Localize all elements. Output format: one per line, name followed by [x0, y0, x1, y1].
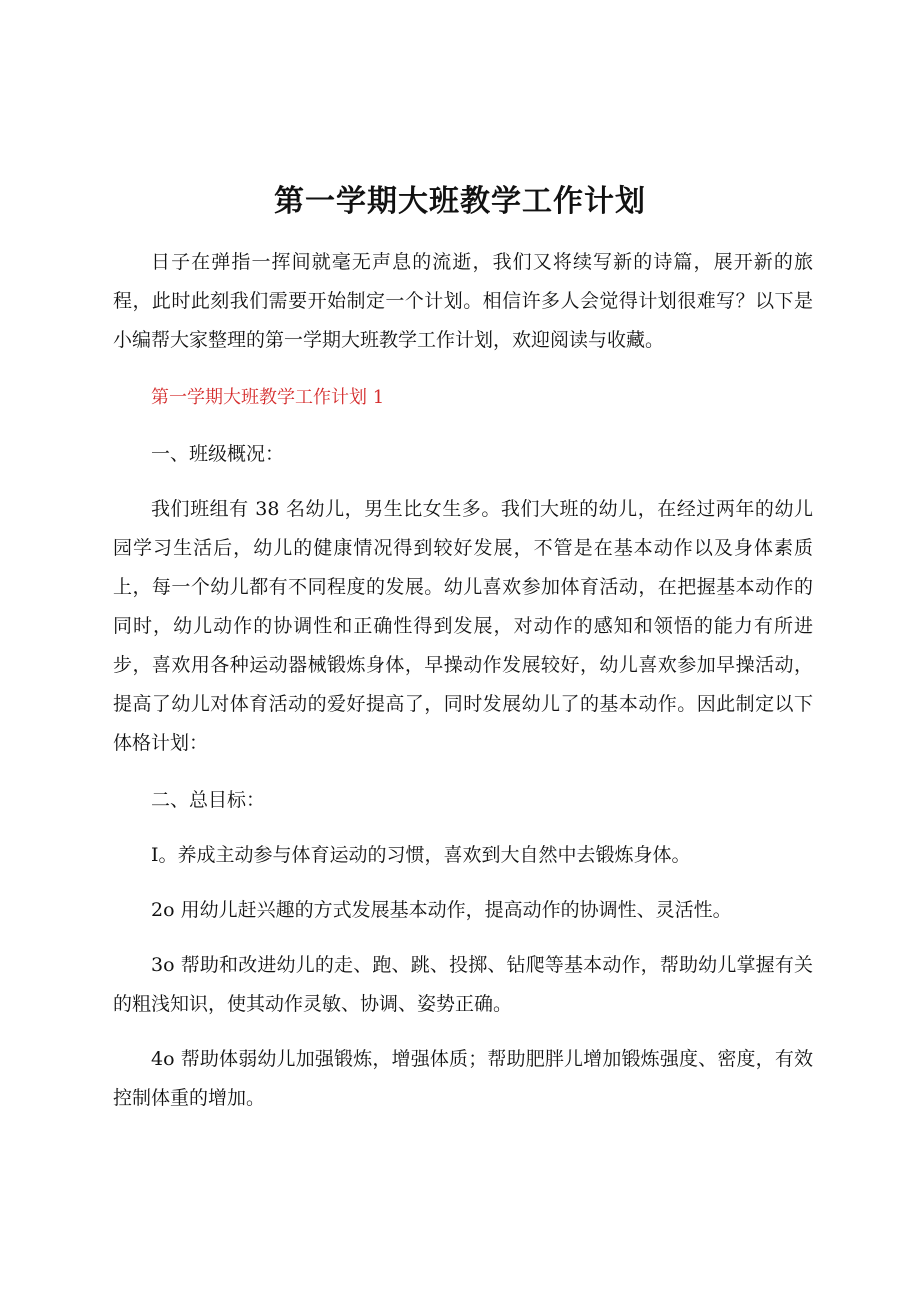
goal-item-2: 2o 用幼儿赶兴趣的方式发展基本动作，提高动作的协调性、灵活性。: [151, 899, 732, 921]
intro-paragraph: 日子在弹指一挥间就毫无声息的流逝，我们又将续写新的诗篇，展开新的旅程，此时此刻我们需要开始制定一个计划。相信许多人会觉得计划很难写？以下是小编帮大家整理的第一学期大班教学工作计划，欢迎阅读与收藏。: [113, 251, 813, 351]
part1-heading: 一、班级概况：: [151, 443, 285, 465]
document-title: 第一学期大班教学工作计划: [274, 184, 646, 219]
part1-paragraph: 我们班组有 38 名幼儿，男生比女生多。我们大班的幼儿，在经过两年的幼儿园学习生活后，幼儿的健康情况得到较好发展，不管是在基本动作以及身体素质上，每一个幼儿都有不同程度的发展。幼儿喜欢参加体育活动，在把握基本动作的同时，幼儿动作的协调性和正确性得到发展，对动作的感知和领悟的能力有所进步，喜欢用各种运动器械锻炼身体，早操动作发展较好，幼儿喜欢参加早操活动，提高了幼儿对体育活动的爱好提高了，同时发展幼儿了的基本动作。因此制定以下体格计划：: [113, 498, 813, 754]
document-body: [113, 243, 813, 1134]
section-heading: 第一学期大班教学工作计划 1: [151, 387, 385, 408]
part2-heading: 二、总目标：: [151, 789, 266, 811]
goal-item-1: I。养成主动参与体育运动的习惯，喜欢到大自然中去锻炼身体。: [151, 844, 691, 866]
goal-item-3: 3o 帮助和改进幼儿的走、跑、跳、投掷、钻爬等基本动作，帮助幼儿掌握有关的粗浅知识，使其动作灵敏、协调、姿势正确。: [113, 954, 813, 1015]
goal-item-4: 4o 帮助体弱幼儿加强锻炼，增强体质；帮助肥胖儿增加锻炼强度、密度，有效控制体重的增加。: [113, 1048, 813, 1109]
